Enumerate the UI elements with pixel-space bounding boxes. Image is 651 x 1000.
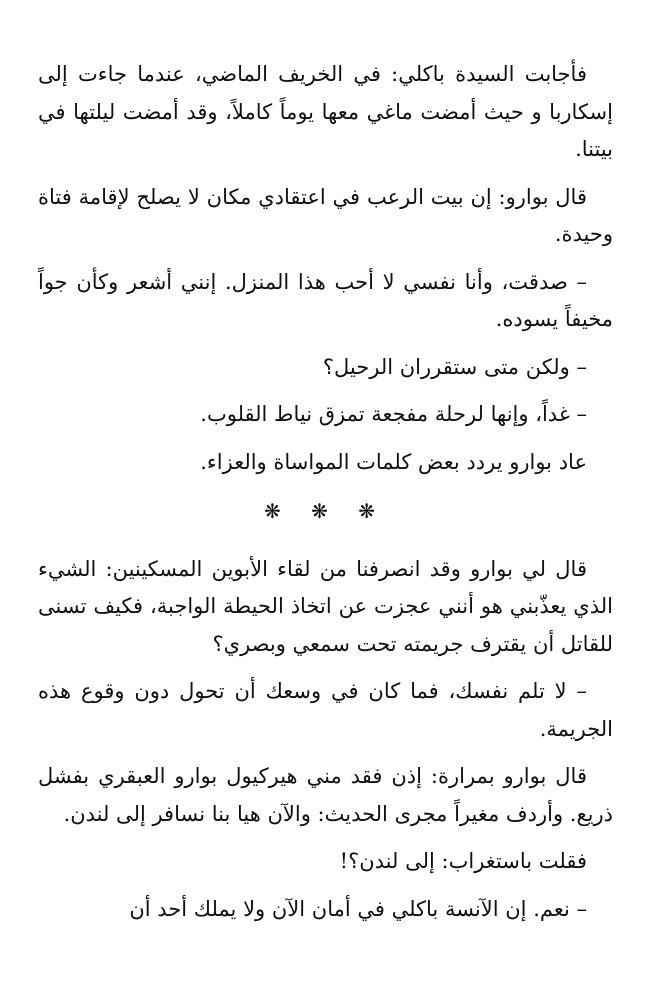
paragraph-4: – ولكن متى ستقرران الرحيل؟ bbox=[322, 354, 587, 379]
paragraph-10: فقلت باستغراب: إلى لندن؟! bbox=[339, 849, 587, 873]
paragraph-9: قال بوارو بمرارة: إذن فقد مني هيركيول بوارو العبقري بفشل ذريع. وأردف مغيراً مجرى الحديث: والآن هيا بنا نسافر إلى لندن. bbox=[38, 764, 613, 826]
paragraph-5: – غداً، وإنها لرحلة مفجعة تمزق نياط القلوب. bbox=[200, 402, 587, 426]
paragraph-8: – لا تلم نفسك، فما كان في وسعك أن تحول دون وقوع هذه الجريمة. bbox=[38, 679, 613, 741]
paragraph-3: – صدقت، وأنا نفسي لا أحب هذا المنزل. إنني أشعر وكأن جواً مخيفاً يسوده. bbox=[38, 269, 613, 331]
paragraph-1: فأجابت السيدة باكلي: في الخريف الماضي، عندما جاءت إلى إسكاربا و حيث أمضت ماغي معها يوماً كاملاً، وقد أمضت ليلتها في بيتنا. bbox=[38, 62, 613, 161]
paragraph-2: قال بوارو: إن بيت الرعب في اعتقادي مكان لا يصلح لإقامة فتاة وحيدة. bbox=[38, 184, 613, 246]
section-separator: ❋ ❋ ❋ bbox=[264, 499, 387, 523]
paragraph-11: – نعم. إن الآنسة باكلي في أمان الآن ولا يملك أحد أن bbox=[129, 896, 587, 921]
paragraph-6: عاد بوارو يردد بعض كلمات المواساة والعزاء. bbox=[200, 449, 587, 474]
book-page bbox=[38, 56, 613, 938]
paragraph-7: قال لي بوارو وقد انصرفنا من لقاء الأبوين المسكينين: الشيء الذي يعذّبني هو أنني عجزت عن اتخاذ الحيطة الواجبة، فكيف تسنى للقاتل أن يقترف جريمته تحت سمعي وبصري؟ bbox=[38, 556, 613, 656]
